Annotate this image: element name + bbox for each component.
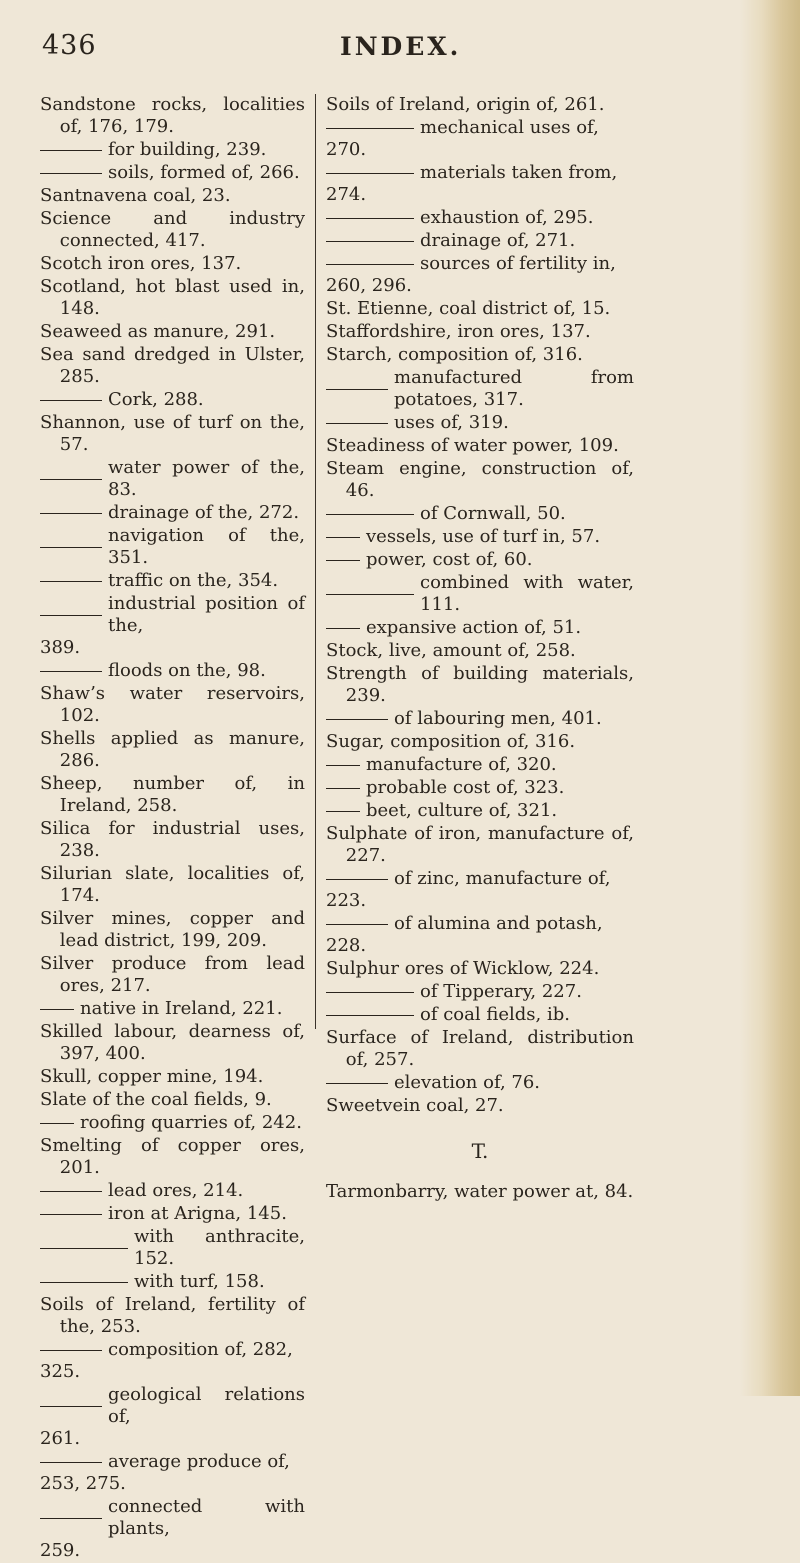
index-subentry [326, 800, 634, 822]
subentry-line [40, 1180, 305, 1202]
ditto-dash [40, 1191, 102, 1192]
subentry-text: uses of, 319. [394, 412, 509, 433]
subentry-line [40, 998, 305, 1020]
index-entry: Steam engine, construction of, 46. [326, 458, 634, 501]
index-subentry [40, 998, 305, 1020]
ditto-dash [40, 173, 102, 174]
subentry-line [326, 503, 634, 525]
subentry-line [326, 868, 634, 890]
subentry-text: with anthracite, 152. [134, 1226, 305, 1269]
subentry-text: vessels, use of turf in, 57. [366, 526, 601, 547]
ditto-dash [40, 1009, 74, 1010]
index-subentry [326, 754, 634, 776]
subentry-continuation: 260, 296. [326, 275, 412, 296]
ditto-dash [40, 1214, 102, 1215]
ditto-dash [326, 1083, 388, 1084]
subentry-text: industrial position of the, [108, 593, 305, 636]
subentry-line [326, 117, 634, 139]
subentry-line [40, 502, 305, 524]
subentry-line [40, 1339, 305, 1361]
ditto-dash [326, 241, 414, 242]
index-entry: Sheep, number of, in Ireland, 258. [40, 773, 305, 816]
index-subentry [40, 1226, 305, 1270]
ditto-dash [40, 1350, 102, 1351]
subentry-line [326, 572, 634, 616]
subentry-line [326, 412, 634, 434]
subentry-text: iron at Arigna, 145. [108, 1203, 287, 1224]
ditto-dash [326, 537, 360, 538]
subentry-text: geological relations of, [108, 1384, 305, 1427]
subentry-line [326, 367, 634, 411]
ditto-dash [40, 581, 102, 582]
index-subentry [40, 457, 305, 501]
subentry-continuation: 274. [326, 184, 367, 205]
subentry-continuation: 389. [40, 637, 81, 658]
subentry-text: traffic on the, 354. [108, 570, 279, 591]
subentry-line [40, 593, 305, 637]
index-column-right [326, 94, 634, 1204]
index-subentry [40, 1203, 305, 1225]
index-subentry [40, 1496, 305, 1562]
index-column-left [40, 94, 305, 1563]
subentry-continuation: 259. [40, 1540, 81, 1561]
subentry-text: of labouring men, 401. [394, 708, 602, 729]
index-subentry [40, 570, 305, 592]
ditto-dash [40, 1518, 102, 1519]
subentry-text: of Tipperary, 227. [420, 981, 582, 1002]
ditto-dash [326, 811, 360, 812]
subentry-text: exhaustion of, 295. [420, 207, 594, 228]
subentry-line [40, 660, 305, 682]
ditto-dash [40, 1248, 128, 1249]
index-subentry [326, 117, 634, 161]
subentry-line [326, 754, 634, 776]
subentry-text: native in Ireland, 221. [80, 998, 283, 1019]
subentry-continuation: 325. [40, 1361, 81, 1382]
index-entry: Scotch iron ores, 137. [40, 253, 242, 274]
index-subentry [326, 253, 634, 297]
ditto-dash [326, 765, 360, 766]
column-divider [315, 94, 316, 1029]
index-entry: Sulphate of iron, manufacture of, 227. [326, 823, 634, 866]
index-entry: Sweetvein coal, 27. [326, 1095, 504, 1116]
subentry-line [326, 549, 634, 571]
subentry-line [40, 1496, 305, 1540]
ditto-dash [326, 719, 388, 720]
index-entry: Silver mines, copper and lead district, 199, 209. [40, 908, 305, 951]
ditto-dash [40, 1462, 102, 1463]
index-entry: Silica for industrial uses, 238. [40, 818, 305, 861]
subentry-text: with turf, 158. [134, 1271, 265, 1292]
index-subentry [40, 162, 305, 184]
subentry-text: lead ores, 214. [108, 1180, 244, 1201]
subentry-line [40, 1271, 305, 1293]
subentry-line [326, 253, 634, 275]
ditto-dash [40, 615, 102, 616]
ditto-dash [40, 1406, 102, 1407]
index-entry: Stock, live, amount of, 258. [326, 640, 576, 661]
ditto-dash [326, 1015, 414, 1016]
index-subentry [40, 1384, 305, 1450]
index-subentry [40, 525, 305, 569]
subentry-continuation: 228. [326, 935, 367, 956]
index-entry: Shells applied as manure, 286. [40, 728, 305, 771]
index-subentry [326, 708, 634, 730]
index-subentry [40, 1112, 305, 1134]
subentry-line [40, 162, 305, 184]
index-entry: Santnavena coal, 23. [40, 185, 231, 206]
ditto-dash [326, 514, 414, 515]
index-subentry [326, 526, 634, 548]
subentry-text: average produce of, [108, 1451, 290, 1472]
subentry-line [40, 1112, 305, 1134]
subentry-line [326, 1072, 634, 1094]
subentry-line [40, 1384, 305, 1428]
subentry-text: navigation of the, 351. [108, 525, 305, 568]
index-entry: Strength of building materials, 239. [326, 663, 634, 706]
ditto-dash [40, 1282, 128, 1283]
subentry-text: mechanical uses of, [420, 117, 599, 138]
subentry-line [326, 1004, 634, 1026]
index-entry: Soils of Ireland, fertility of the, 253. [40, 1294, 305, 1337]
ditto-dash [326, 173, 414, 174]
index-subentry [40, 1180, 305, 1202]
subentry-text: of Cornwall, 50. [420, 503, 566, 524]
ditto-dash [326, 594, 414, 595]
subentry-text: drainage of the, 272. [108, 502, 300, 523]
subentry-line [40, 1226, 305, 1270]
ditto-dash [40, 671, 102, 672]
ditto-dash [40, 513, 102, 514]
subentry-line [40, 457, 305, 501]
index-entry: Staffordshire, iron ores, 137. [326, 321, 591, 342]
subentry-text: manufacture of, 320. [366, 754, 557, 775]
subentry-continuation: 270. [326, 139, 367, 160]
subentry-line [40, 1451, 305, 1473]
subentry-line [326, 162, 634, 184]
index-subentry [40, 593, 305, 659]
index-entry: Silurian slate, localities of, 174. [40, 863, 305, 906]
subentry-text: expansive action of, 51. [366, 617, 582, 638]
index-entry: Soils of Ireland, origin of, 261. [326, 94, 605, 115]
index-subentry [326, 617, 634, 639]
subentry-text: of zinc, manufacture of, [394, 868, 611, 889]
subentry-line [326, 708, 634, 730]
ditto-dash [326, 389, 388, 390]
subentry-text: Cork, 288. [108, 389, 204, 410]
index-subentry [326, 230, 634, 252]
index-entry: Tarmonbarry, water power at, 84. [326, 1181, 634, 1202]
subentry-text: power, cost of, 60. [366, 549, 533, 570]
subentry-line [326, 981, 634, 1003]
index-subentry [326, 162, 634, 206]
subentry-line [40, 570, 305, 592]
ditto-dash [40, 479, 102, 480]
page-edge-shading [740, 0, 800, 1396]
index-subentry [40, 660, 305, 682]
subentry-line [40, 1203, 305, 1225]
index-subentry [40, 389, 305, 411]
subentry-continuation: 223. [326, 890, 367, 911]
subentry-text: of alumina and potash, [394, 913, 603, 934]
header-title: INDEX. [340, 32, 462, 61]
ditto-dash [326, 218, 414, 219]
index-subentry [40, 502, 305, 524]
index-entry: Science and industry connected, 417. [40, 208, 305, 251]
ditto-dash [326, 879, 388, 880]
index-entry: Shaw’s water reservoirs, 102. [40, 683, 305, 726]
subentry-text: combined with water, 111. [420, 572, 634, 615]
subentry-line [326, 913, 634, 935]
subentry-text: for building, 239. [108, 139, 267, 160]
subentry-line [40, 525, 305, 569]
index-subentry [326, 572, 634, 616]
index-entry: Seaweed as manure, 291. [40, 321, 276, 342]
subentry-continuation: 261. [40, 1428, 81, 1449]
index-entry: Shannon, use of turf on the, 57. [40, 412, 305, 455]
subentry-text: materials taken from, [420, 162, 618, 183]
index-subentry [326, 549, 634, 571]
index-entry: St. Etienne, coal district of, 15. [326, 298, 611, 319]
ditto-dash [40, 547, 102, 548]
index-entry: Slate of the coal fields, 9. [40, 1089, 272, 1110]
index-subentry [40, 1339, 305, 1383]
subentry-line [326, 526, 634, 548]
index-entry: Starch, composition of, 316. [326, 344, 583, 365]
subentry-line [326, 777, 634, 799]
index-subentry [326, 913, 634, 957]
index-subentry [326, 503, 634, 525]
subentry-text: manufactured from potatoes, 317. [394, 367, 634, 410]
section-letter: T. [471, 1139, 489, 1163]
ditto-dash [326, 924, 388, 925]
index-entry: Skilled labour, dearness of, 397, 400. [40, 1021, 305, 1064]
ditto-dash [326, 628, 360, 629]
subentry-text: water power of the, 83. [108, 457, 305, 500]
subentry-text: of coal fields, ib. [420, 1004, 570, 1025]
index-entry: Sugar, composition of, 316. [326, 731, 576, 752]
index-entry: Smelting of copper ores, 201. [40, 1135, 305, 1178]
subentry-text: composition of, 282, [108, 1339, 293, 1360]
index-subentry [326, 1072, 634, 1094]
index-entry: Surface of Ireland, distribution of, 257. [326, 1027, 634, 1070]
index-entry: Skull, copper mine, 194. [40, 1066, 264, 1087]
ditto-dash [326, 423, 388, 424]
subentry-continuation: 253, 275. [40, 1473, 126, 1494]
ditto-dash [326, 992, 414, 993]
index-subentry [326, 868, 634, 912]
ditto-dash [326, 560, 360, 561]
index-subentry [326, 1004, 634, 1026]
ditto-dash [40, 150, 102, 151]
subentry-text: soils, formed of, 266. [108, 162, 300, 183]
subentry-text: drainage of, 271. [420, 230, 576, 251]
index-subentry [326, 777, 634, 799]
subentry-line [326, 230, 634, 252]
index-entry: Sandstone rocks, localities of, 176, 179. [40, 94, 305, 137]
subentry-line [326, 617, 634, 639]
index-entry: Sea sand dredged in Ulster, 285. [40, 344, 305, 387]
ditto-dash [326, 264, 414, 265]
index-subentry [40, 1451, 305, 1495]
subentry-line [40, 389, 305, 411]
subentry-text: roofing quarries of, 242. [80, 1112, 302, 1133]
index-subentry [40, 139, 305, 161]
index-subentry [40, 1271, 305, 1293]
ditto-dash [326, 128, 414, 129]
subentry-text: floods on the, 98. [108, 660, 266, 681]
index-entry: Silver produce from lead ores, 217. [40, 953, 305, 996]
subentry-line [326, 800, 634, 822]
subentry-line [326, 207, 634, 229]
subentry-text: probable cost of, 323. [366, 777, 565, 798]
index-entry: Steadiness of water power, 109. [326, 435, 619, 456]
subentry-text: elevation of, 76. [394, 1072, 541, 1093]
index-entry: Scotland, hot blast used in, 148. [40, 276, 305, 319]
subentry-text: connected with plants, [108, 1496, 305, 1539]
subentry-line [40, 139, 305, 161]
index-subentry [326, 207, 634, 229]
subentry-text: beet, culture of, 321. [366, 800, 558, 821]
page-number: 436 [42, 30, 97, 61]
ditto-dash [40, 400, 102, 401]
page-header [0, 30, 800, 70]
index-subentry [326, 367, 634, 411]
ditto-dash [326, 788, 360, 789]
index-subentry [326, 412, 634, 434]
subentry-text: sources of fertility in, [420, 253, 616, 274]
index-subentry [326, 981, 634, 1003]
index-entry: Sulphur ores of Wicklow, 224. [326, 958, 600, 979]
ditto-dash [40, 1123, 74, 1124]
